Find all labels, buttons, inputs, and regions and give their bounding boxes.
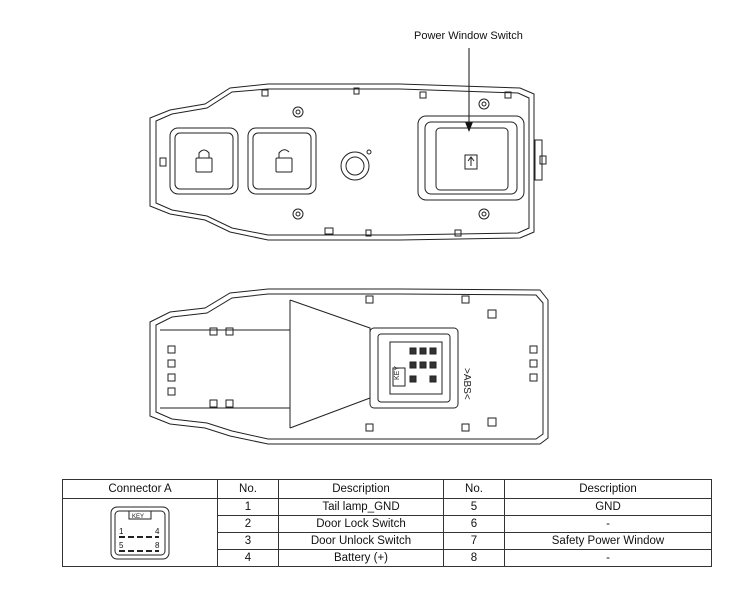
header-connector: Connector A	[63, 480, 218, 499]
pin-number: 1	[218, 499, 279, 516]
connector-housing	[370, 328, 458, 408]
svg-text:8: 8	[155, 540, 160, 550]
callout-arrowhead	[465, 122, 473, 132]
lock-button	[170, 128, 238, 194]
table-row	[63, 499, 712, 516]
header-description: Description	[279, 480, 444, 499]
pin-description: Safety Power Window	[505, 533, 712, 550]
connector-a-drawing	[63, 499, 218, 567]
pin-description: Door Unlock Switch	[279, 533, 444, 550]
power-window-switch	[418, 116, 524, 200]
svg-text:5: 5	[119, 540, 124, 550]
mount-hole	[479, 99, 489, 109]
pin-number: 5	[444, 499, 505, 516]
top-view	[150, 84, 546, 240]
pin-number: 4	[218, 550, 279, 567]
pin-description: GND	[505, 499, 712, 516]
svg-text:4: 4	[155, 526, 160, 536]
mount-hole	[293, 107, 303, 117]
table-header-row	[63, 480, 712, 499]
pin-table	[62, 479, 712, 567]
connector-a-icon	[105, 503, 175, 563]
bottom-view	[150, 289, 548, 444]
pin-description: -	[505, 550, 712, 567]
abs-mark: >ABS<	[461, 368, 472, 400]
pin-number: 3	[218, 533, 279, 550]
callout-label: Power Window Switch	[414, 30, 523, 42]
pin-number: 8	[444, 550, 505, 567]
pin-number: 7	[444, 533, 505, 550]
header-no: No.	[218, 480, 279, 499]
pin-description: Door Lock Switch	[279, 516, 444, 533]
pin-description: Tail lamp_GND	[279, 499, 444, 516]
bottom-outline-inner	[156, 294, 543, 439]
pin-description: Battery (+)	[279, 550, 444, 567]
header-description: Description	[505, 480, 712, 499]
center-knob	[341, 152, 369, 180]
unlock-button	[248, 128, 316, 194]
connector-key-mark: KEY	[394, 365, 401, 380]
svg-text:KEY: KEY	[132, 513, 145, 520]
svg-text:1: 1	[119, 526, 124, 536]
mount-hole	[479, 209, 489, 219]
pin-number: 2	[218, 516, 279, 533]
header-no: No.	[444, 480, 505, 499]
pin-description: -	[505, 516, 712, 533]
mount-hole	[293, 209, 303, 219]
pin-number: 6	[444, 516, 505, 533]
